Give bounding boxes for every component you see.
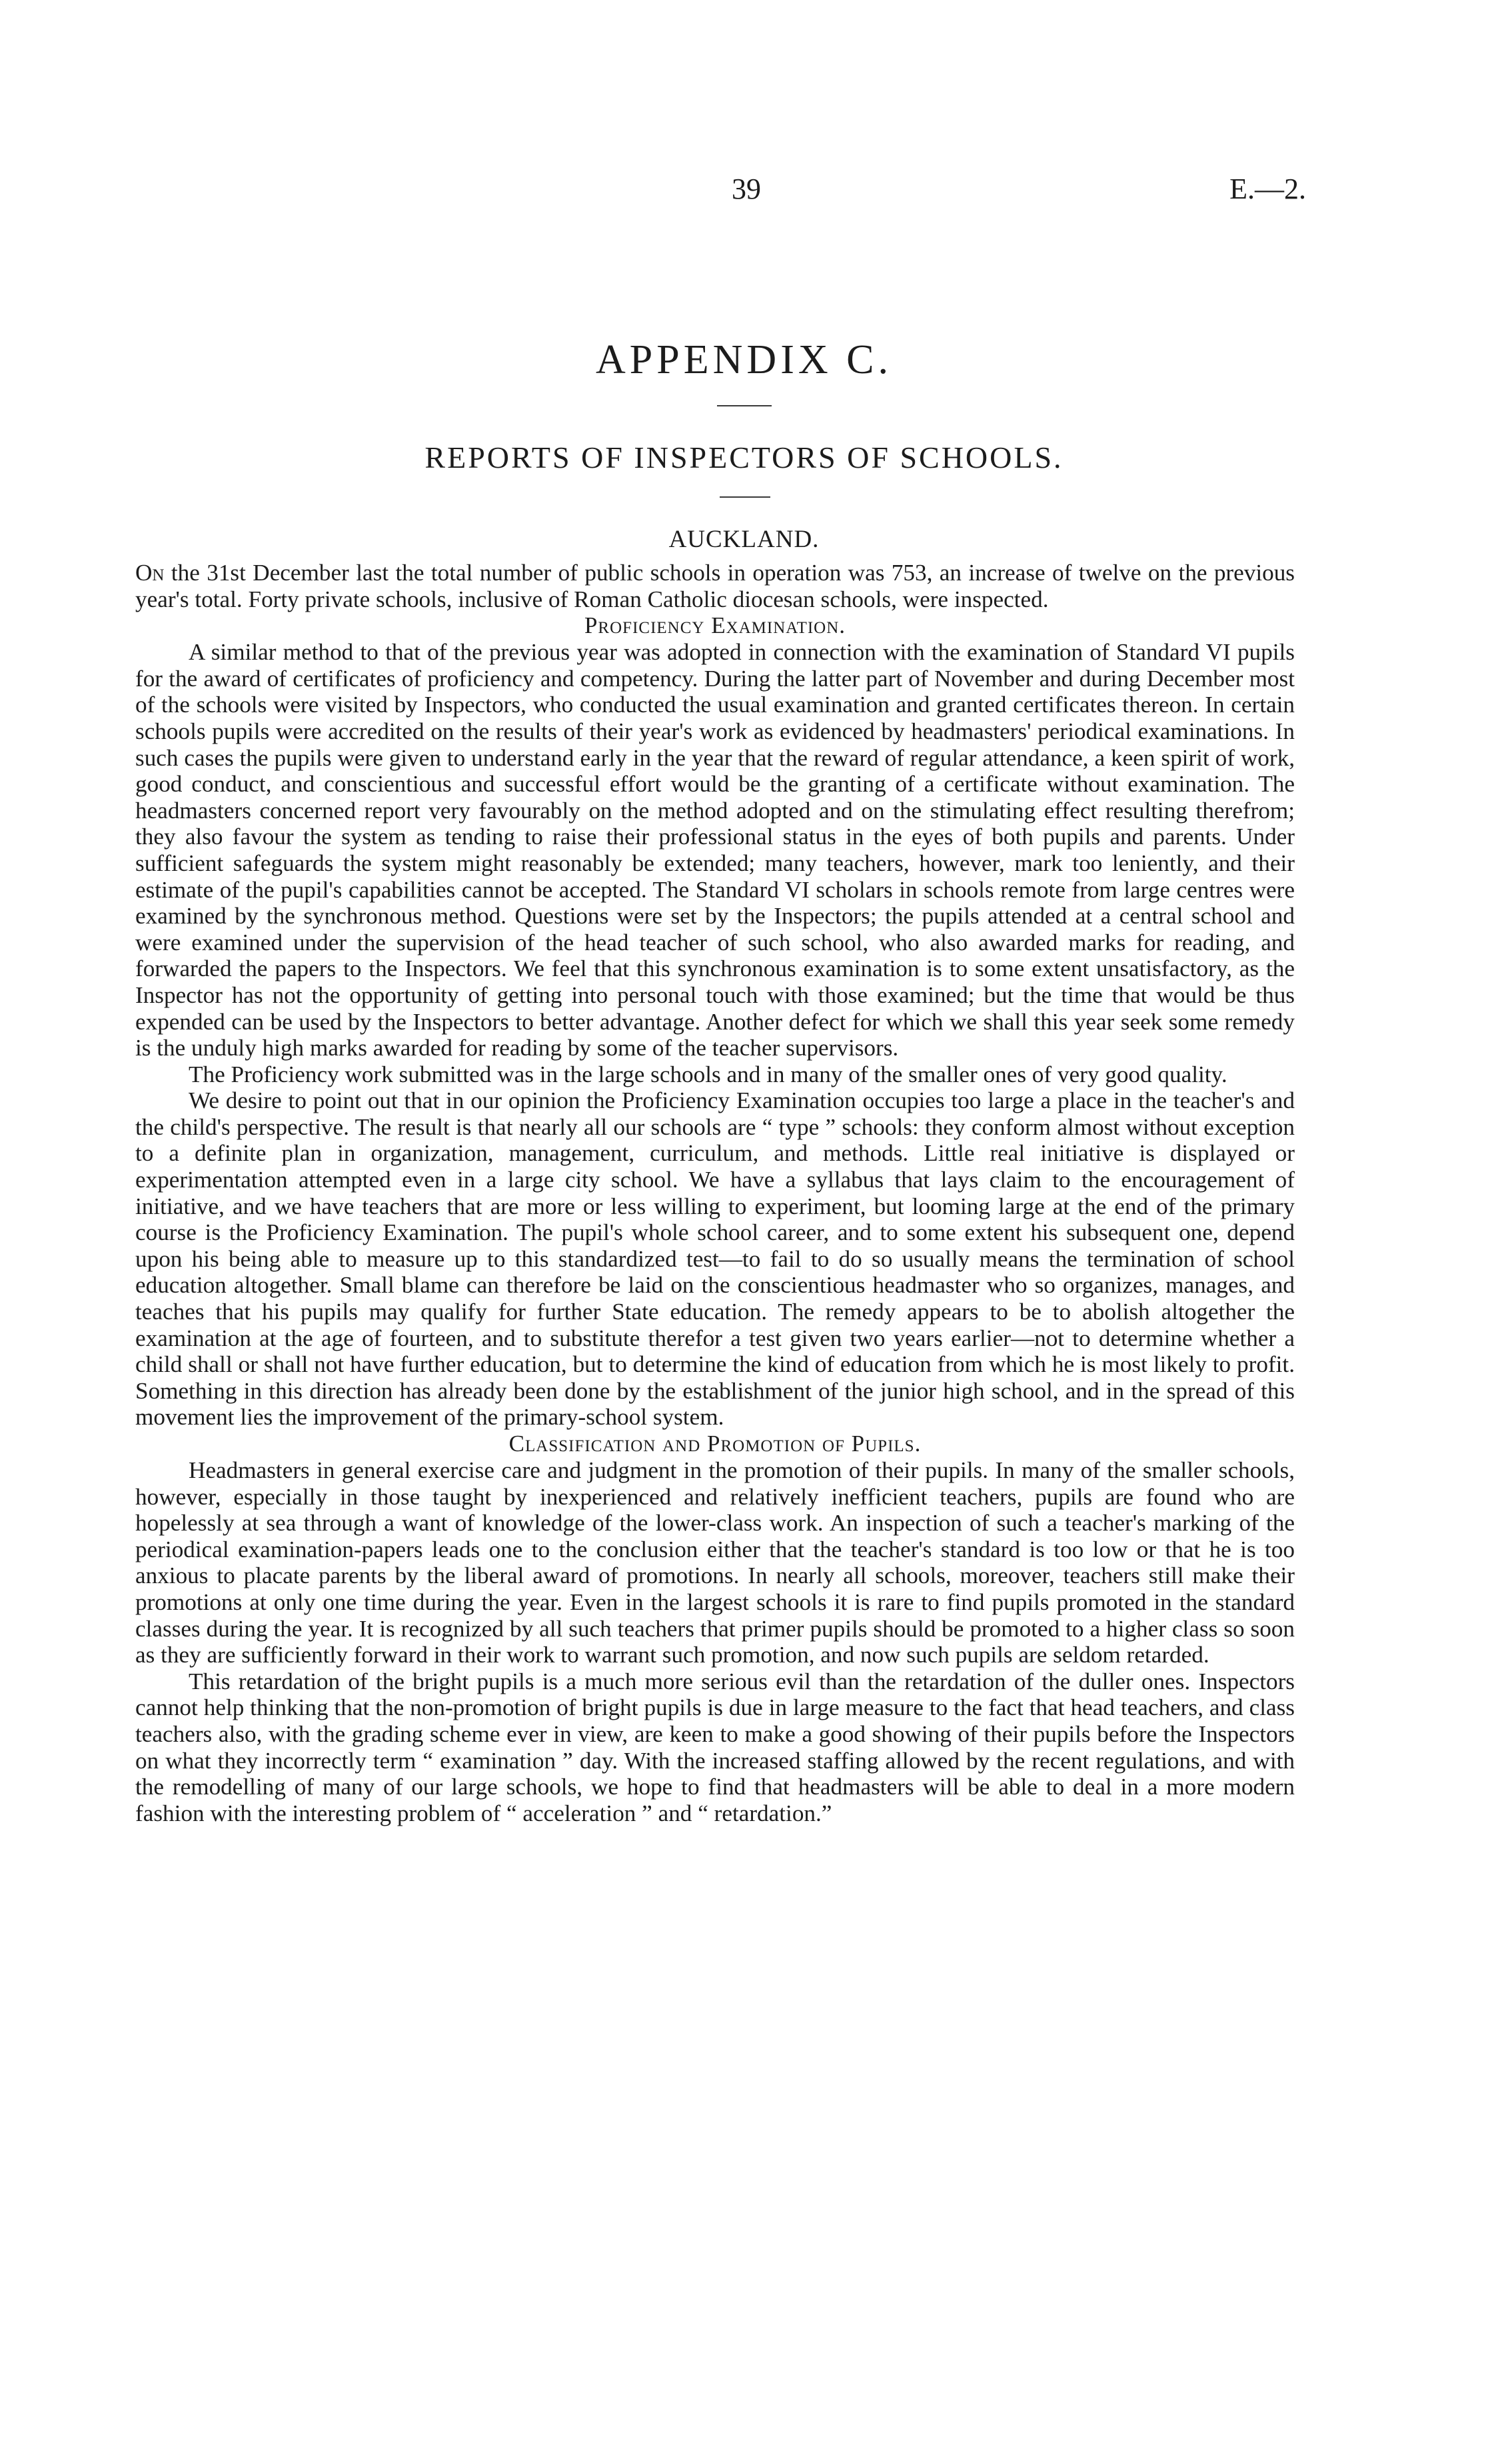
paragraph: A similar method to that of the previous year was adopted in connection with the examination of Standard VI pupils for the award of certificates of proficiency and competency. During the latter part of November and during December most of the schools were visited by Inspectors, who conducted the usual examination and granted certificates thereon. In certain schools pupils were accredited on the results of their year's work as evidenced by headmasters' periodical examinations. In such cases the pupils were given to understand early in the year that the reward of regular attendance, a keen spirit of work, good conduct, and conscientious and successful effort would be the granting of a certificate without examination. The headmasters concerned report very favourably on the method adopted and on the stimulating effect resulting therefrom; they also favour the system as tending to raise their professional status in the eyes of both pupils and parents. Under sufficient safeguards the system might reasonably be extended; many teachers, however, mark too leniently, and their estimate of the pupil's capabilities cannot be accepted. The Standard VI scholars in schools remote from large centres were examined by the synchronous method. Questions were set by the Inspectors; the pupils attended at a central school and were examined under the supervision of the head teacher of such school, who also awarded marks for reading, and forwarded the papers to the Inspectors. We feel that this synchronous examination is to some extent unsatisfactory, as the Inspector has not the opportunity of getting into personal touch with those examined; but the time that would be thus expended can be used by the Inspectors to better advantage. Another defect for which we shall this year seek some remedy is the unduly high marks awarded for reading by some of the teacher supervisors. bbox=[135, 639, 1295, 1061]
document-reference: E.—2. bbox=[1229, 173, 1306, 205]
district-heading: AUCKLAND. bbox=[668, 526, 820, 553]
section-heading-proficiency: Proficiency Examination. bbox=[584, 612, 846, 639]
paragraph: Headmasters in general exercise care and judgment in the promotion of their pupils. In many of the smaller schools, however, especially in those taught by inexperienced and relatively inefficient teachers, pupils are found who are hopelessly at sea through a want of knowledge of the lower-class work. An inspection of such a teacher's marking of the periodical examination-papers leads one to the conclusion either that the teacher's standard is too low or that he is too anxious to placate parents by the liberal award of promotions. In nearly all schools, moreover, teachers still make their promotions at only one time during the year. Even in the largest schools it is rare to find pupils promoted in the standard classes during the year. It is recognized by all such teachers that primer pupils should be promoted to a higher class so soon as they are sufficiently forward in their work to warrant such promotion, and now such pupils are seldom retarded. bbox=[135, 1457, 1295, 1668]
report-title: REPORTS OF INSPECTORS OF SCHOOLS. bbox=[424, 440, 1064, 474]
intro-lead-word: On bbox=[135, 560, 165, 586]
paragraph: This retardation of the bright pupils is a much more serious evil than the retardation of the duller ones. Inspectors cannot help thinking that the non-promotion of bright pupils is due in large measure to the fact that head teachers, and class teachers also, with the grading scheme ever in view, are keen to make a good showing of their pupils before the Inspectors on what they incorrectly term “ examination ” day. With the increased staffing allowed by the recent regulations, and with the remodelling of many of our large schools, we hope to find that headmasters will be able to deal in a more modern fashion with the interesting problem of “ acceleration ” and “ retardation.” bbox=[135, 1668, 1295, 1826]
intro-text: the 31st December last the total number of public schools in operation was 753, an increase of twelve on the previous year's total. Forty private schools, inclusive of Roman Catholic diocesan schools, were inspected. bbox=[135, 560, 1295, 612]
paragraph: We desire to point out that in our opinion the Proficiency Examination occupies too large a place in the teacher's and the child's perspective. The result is that nearly all our schools are “ type ” schools: they conform almost without exception to a definite plan in organization, management, curriculum, and methods. Little real initiative is displayed or experimentation attempted even in a large city school. We have a syllabus that lays claim to the encouragement of initiative, and we have teachers that are more or less willing to experiment, but looming large at the end of the primary course is the Proficiency Examination. The pupil's whole school career, and to some extent his subsequent one, depend upon his being able to measure up to this standardized test—to fail to do so usually means the termination of school education altogether. Small blame can therefore be laid on the conscientious headmaster who so organizes, manages, and teaches that his pupils may qualify for further State education. The remedy appears to be to abolish altogether the examination at the age of fourteen, and to substitute therefor a test given two years earlier—not to determine whether a child shall or shall not have further education, but to determine the kind of education from which he is most likely to profit. Something in this direction has already been done by the establishment of the junior high school, and in the spread of this movement lies the improvement of the primary-school system. bbox=[135, 1087, 1295, 1431]
appendix-title: APPENDIX C. bbox=[596, 337, 892, 382]
title-divider bbox=[717, 405, 772, 406]
page-number: 39 bbox=[732, 173, 761, 205]
paragraph: The Proficiency work submitted was in the large schools and in many of the smaller ones of very good quality. bbox=[189, 1061, 1227, 1087]
intro-paragraph bbox=[135, 560, 1295, 612]
section-divider bbox=[720, 496, 770, 498]
report-body bbox=[135, 560, 1295, 1826]
section-heading-classification: Classification and Promotion of Pupils. bbox=[508, 1431, 922, 1457]
